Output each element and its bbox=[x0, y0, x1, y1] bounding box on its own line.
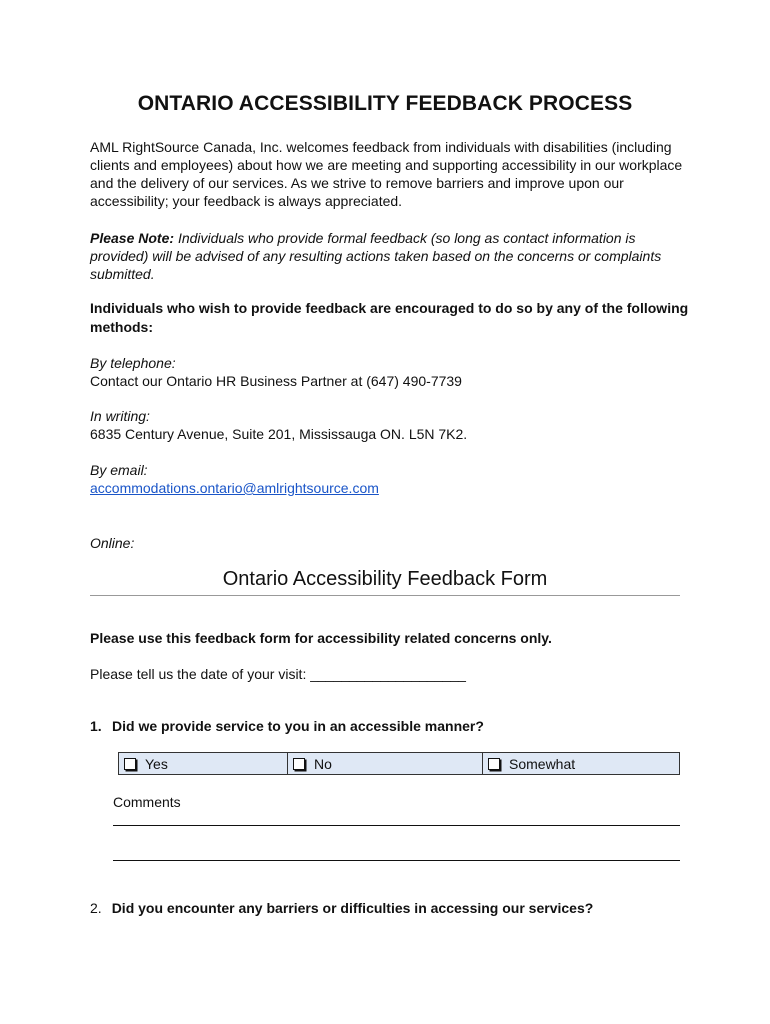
comment-line-1[interactable] bbox=[113, 825, 680, 826]
note-text: Individuals who provide formal feedback (so long as contact information is provided) will be advised of any resulting actions taken based on the concerns or complaints submitted. bbox=[90, 230, 662, 282]
method-telephone bbox=[90, 354, 690, 390]
email-link[interactable]: accommodations.ontario@amlrightsource.com bbox=[90, 480, 379, 496]
form-instruction: Please use this feedback form for accessibility related concerns only. bbox=[90, 630, 552, 646]
checkbox-icon[interactable] bbox=[124, 758, 136, 770]
comment-line-2[interactable] bbox=[113, 860, 680, 861]
method-email bbox=[90, 461, 690, 497]
option-somewhat[interactable] bbox=[483, 753, 679, 774]
page-title: ONTARIO ACCESSIBILITY FEEDBACK PROCESS bbox=[137, 92, 633, 115]
telephone-text: Contact our Ontario HR Business Partner at (647) 490-7739 bbox=[90, 373, 462, 389]
email-label: By email: bbox=[90, 462, 148, 478]
date-prompt-line bbox=[90, 665, 690, 683]
telephone-label: By telephone: bbox=[90, 355, 176, 371]
question-2 bbox=[90, 900, 593, 916]
question-1-number: 1. bbox=[90, 718, 102, 734]
question-1 bbox=[90, 717, 690, 735]
date-prompt: Please tell us the date of your visit: bbox=[90, 666, 307, 682]
note-paragraph bbox=[90, 229, 690, 283]
option-no[interactable] bbox=[288, 753, 483, 774]
writing-label: In writing: bbox=[90, 408, 150, 424]
note-label: Please Note: bbox=[90, 230, 175, 246]
option-yes-label: Yes bbox=[145, 755, 168, 772]
checkbox-icon[interactable] bbox=[293, 758, 305, 770]
question-1-options bbox=[118, 752, 680, 775]
question-1-text: Did we provide service to you in an accessible manner? bbox=[112, 718, 484, 734]
form-title: Ontario Accessibility Feedback Form bbox=[90, 568, 680, 596]
method-writing bbox=[90, 407, 690, 443]
option-somewhat-label: Somewhat bbox=[509, 755, 576, 772]
checkbox-icon[interactable] bbox=[488, 758, 500, 770]
option-no-label: No bbox=[314, 755, 332, 772]
methods-heading: Individuals who wish to provide feedback are encouraged to do so by any of the following methods: bbox=[90, 300, 689, 335]
intro-paragraph: AML RightSource Canada, Inc. welcomes feedback from individuals with disabilities (including clients and employees) about how we are meeting and supporting accessibility in our workplace and the delivery of our services. As we strive to remove barriers and improve upon our accessibility; your feedback is always appreciated. bbox=[90, 139, 683, 209]
question-2-text: Did you encounter any barriers or difficulties in accessing our services? bbox=[111, 900, 594, 916]
online-label: Online: bbox=[90, 535, 135, 551]
comments-label: Comments bbox=[113, 794, 181, 810]
date-input-blank[interactable]: ____________________ bbox=[310, 666, 466, 682]
question-2-number: 2. bbox=[90, 900, 102, 916]
writing-address: 6835 Century Avenue, Suite 201, Mississauga ON. L5N 7K2. bbox=[90, 426, 468, 442]
option-yes[interactable] bbox=[119, 753, 288, 774]
